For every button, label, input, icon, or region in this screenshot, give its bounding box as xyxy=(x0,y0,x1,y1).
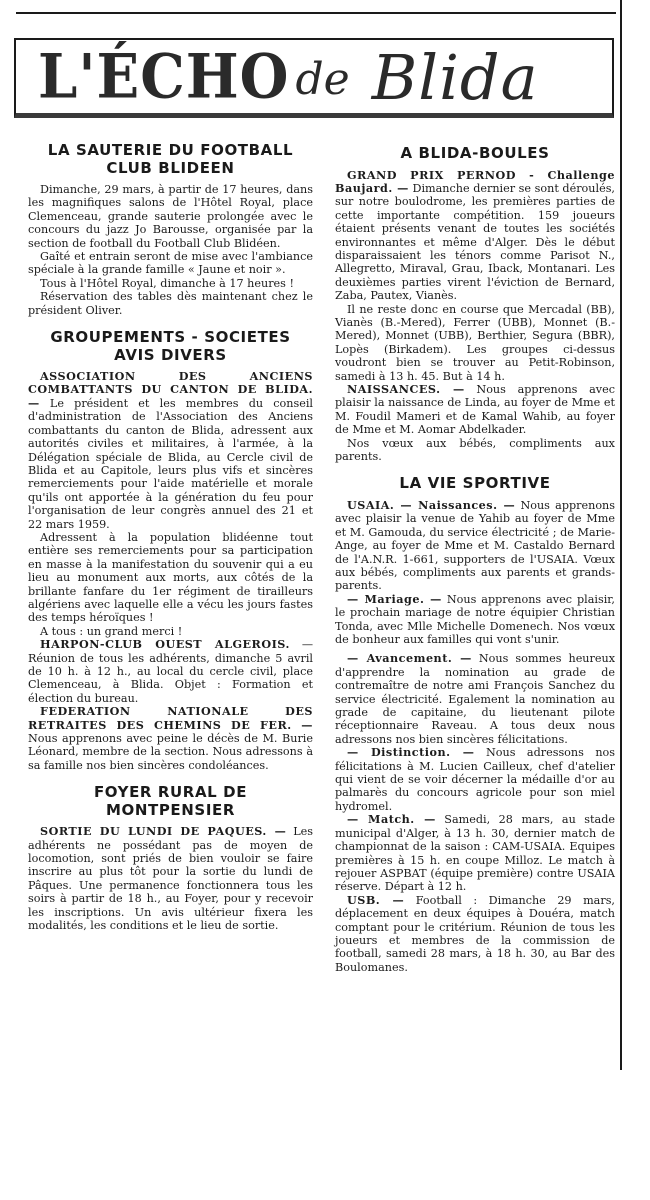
notice-anciens-combattants xyxy=(28,370,313,531)
headline-vie-sportive: LA VIE SPORTIVE xyxy=(399,474,551,493)
notice-sortie-paques xyxy=(28,825,313,932)
notice-text: Nous sommes heureux d'apprendre la nomination au grade de contremaître de notre ami François Sanchez du service électricité. Egalement la nomination au grade de capitaine, du lieutenant pilote réceptionnaire Raveau. A tous deux nous adressons nos bien sincères félicitations. xyxy=(335,652,615,746)
notice-lead: GRAND PRIX PERNOD - Challenge Baujard. — xyxy=(335,167,615,195)
notice-harpon-club xyxy=(28,638,313,705)
notice-usb xyxy=(335,894,615,974)
article-paragraph: Nos vœux aux bébés, compliments aux parents. xyxy=(335,436,615,464)
notice-lead: — Mariage. — xyxy=(347,591,442,606)
right-column xyxy=(335,143,615,974)
headline-sauterie: LA SAUTERIE DU FOOTBALL CLUB BLIDEEN xyxy=(47,141,294,177)
notice-lead: — Match. — xyxy=(347,812,436,827)
notice-text: Nous apprenons avec plaisir la venue de Yahib au foyer de Mme et M. Gamouda, du service électricité ; de Marie-Ange, au foyer de Mme et M. Castaldo Bernard de l'A.N.R. 1-661, supporters de l'USAIA. Vœux aux bébés, compliments aux parents et grands-parents. xyxy=(335,498,615,593)
top-rule xyxy=(16,12,616,14)
headline-foyer-rural: FOYER RURAL DE MONTPENSIER xyxy=(93,783,248,819)
notice-mariage xyxy=(335,593,615,647)
article-paragraph: Gaîté et entrain seront de mise avec l'ambiance spéciale à la grande famille « Jaune et noir ». xyxy=(28,250,313,277)
notice-lead: USB. — xyxy=(347,892,405,907)
article-paragraph: Tous à l'Hôtel Royal, dimanche à 17 heures ! xyxy=(40,276,294,290)
notice-text: Le président et les membres du conseil d'administration de l'Association des Anciens combattants du canton de Blida, adressent aux autorités civiles et militaires, à l'armée, à la Délégation spéciale de Blida, au Cercle civil de Blida et au Capitole, leurs plus vifs et sincères remerciements pour l'aide matérielle et morale qu'ils ont apportée à la génération du feu pour l'organisation de leur congrès annuel des 21 et 22 mars 1959. xyxy=(28,396,313,531)
notice-text: Nous apprenons avec plaisir la naissance de Linda, au foyer de Mme et M. Foudil Mameri et de Kamal Wahib, au foyer de Mme et M. Aomar Abdelkader. xyxy=(335,383,616,437)
notice-usaia-naissances xyxy=(335,499,615,593)
article-paragraph: Dimanche, 29 mars, à partir de 17 heures, dans les magnifiques salons de l'Hôtel Royal, place Clemenceau, grande sauterie prolongée avec le concours du jazz Jo Barousse, organisée par la section de football du Football Club Blidéen. xyxy=(28,183,313,250)
masthead-blida: Blida xyxy=(371,41,539,114)
right-column-rule xyxy=(620,0,622,1070)
article-paragraph: Il ne reste donc en course que Mercadal (BB), Vianès (B.-Mered), Ferrer (UBB), Monnet (B.-Mered), Monnet (UBB), Berthier, Segura (BBR), Lopès (Birkadem). Les groupes ci-dessus voudront bien se trouver au Petit-Robinson, samedi à 13 h. 45. But à 14 h. xyxy=(335,302,615,383)
notice-lead: ASSOCIATION DES ANCIENS COMBATTANTS DU CANTON DE BLIDA. — xyxy=(28,369,313,410)
article-paragraph: Réservation des tables dès maintenant chez le président Oliver. xyxy=(28,290,313,317)
notice-avancement xyxy=(335,652,615,746)
notice-text: Nous adressons nos félicitations à M. Lucien Cailleux, chef d'atelier qui vient de se voir décerner la médaille d'or au palmarès du concours agricole pour son miel hydromel. xyxy=(335,746,616,813)
notice-lead: FEDERATION NATIONALE DES RETRAITES DES CHEMINS DE FER. — xyxy=(28,704,313,732)
notice-text: Football : Dimanche 29 mars, déplacement en deux équipes à Douéra, match comptant pour le critérium. Réunion de tous les joueurs et membres de la commission de football, samedi 28 mars, à 18 h. 30, au Bar des Boulomanes. xyxy=(335,893,615,974)
notice-lead: — Avancement. — xyxy=(347,651,472,666)
notice-text: Les adhérents ne possédant pas de moyen de locomotion, sont priés de bien vouloir se faire inscrire au plus tôt pour la sortie du lundi de Pâques. Une permanence fonctionnera tous les soirs à partir de 18 h., au Foyer, pour y recevoir les inscriptions. Un avis ultérieur fixera les modalités, les conditions et le lieu de sortie. xyxy=(28,825,313,933)
article-paragraph: A tous : un grand merci ! xyxy=(40,624,183,638)
masthead xyxy=(14,38,614,118)
notice-distinction xyxy=(335,746,615,813)
masthead-echo: L'ÉCHO xyxy=(38,40,290,113)
left-column xyxy=(28,140,313,933)
notice-text: — Réunion de tous les adhérents, dimanche 5 avril de 10 h. à 12 h., au local du cercle civil, place Clemenceau, à Blida. Objet : Formation et élection du bureau. xyxy=(28,638,313,705)
notice-lead: SORTIE DU LUNDI DE PAQUES. — xyxy=(40,824,287,839)
notice-text: Samedi, 28 mars, au stade municipal d'Alger, à 13 h. 30, dernier match de championnat de la saison : CAM-USAIA. Equipes premières à 15 h. en coupe Milloz. Le match à rejouer ASPBAT (équipe première) contre USAIA réserve. Départ à 12 h. xyxy=(335,813,615,894)
notice-text: Dimanche dernier se sont déroulés, sur notre boulodrome, les premières parties de cette importante compétition. 159 joueurs étaient présents venant de toutes les sociétés environnantes et même d'Alger. Dès le début disparaissaient les ténors comme Parisot N., Allegretto, Miraval, Grau, Iback, Montanari. Les deuxièmes parties virent l'éviction de Bernard, Zaba, Pautex, Vianès. xyxy=(335,181,615,303)
notice-lead: HARPON-CLUB OUEST ALGEROIS. xyxy=(40,637,290,652)
notice-text: Nous apprenons avec peine le décès de M. Burie Léonard, membre de la section. Nous adressons à sa famille nos bien sincères condoléances. xyxy=(28,732,313,772)
headline-blida-boules: A BLIDA-BOULES xyxy=(400,144,550,162)
notice-naissances xyxy=(335,383,615,437)
notice-grand-prix xyxy=(335,169,615,303)
notice-lead: NAISSANCES. — xyxy=(347,382,465,396)
masthead-de: de xyxy=(295,54,350,105)
notice-lead: USAIA. — Naissances. — xyxy=(347,497,516,512)
notice-match xyxy=(335,813,615,893)
article-paragraph: Adressent à la population blidéenne tout entière ses remerciements pour sa participation en masse à la manifestation du souvenir qui a eu lieu au monument aux morts, aux côtés de la brillante fanfare du 1er régiment de tirailleurs algériens avec laquelle elle a vécu les jours fastes des temps héroïques ! xyxy=(28,530,313,625)
notice-federation xyxy=(28,705,313,772)
notice-lead: — Distinction. — xyxy=(347,745,475,760)
notice-text: Nous apprenons avec plaisir, le prochain mariage de notre équipier Christian Tonda, avec Mlle Michelle Domenech. Nos vœux de bonheur aux familles qui vont s'unir. xyxy=(335,592,615,646)
headline-groupements: GROUPEMENTS - SOCIETES AVIS DIVERS xyxy=(50,328,291,364)
